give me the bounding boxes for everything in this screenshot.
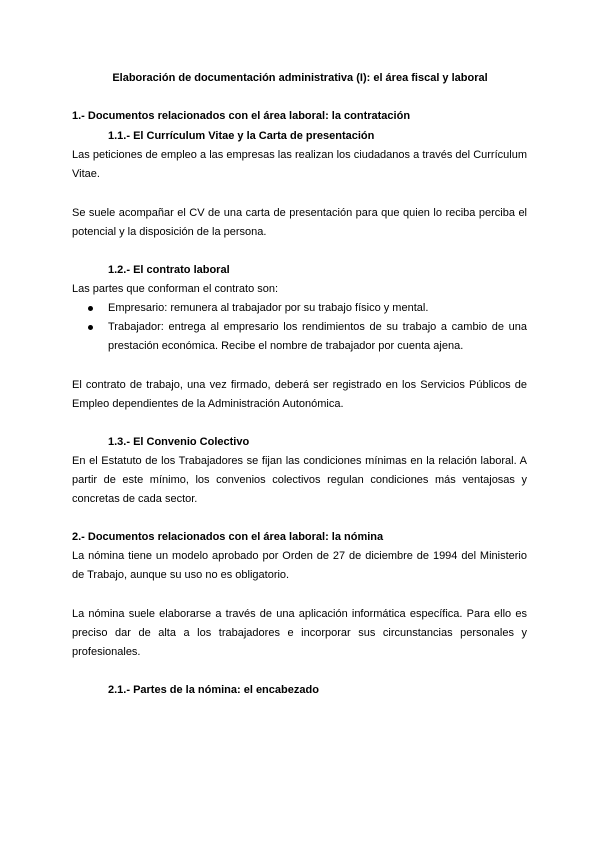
section-1-2-intro: Las partes que conforman el contrato son: [72, 283, 279, 295]
section-1-2-heading: 1.2.- El contrato laboral [108, 264, 230, 276]
section-2-heading: 2.- Documentos relacionados con el área laboral: la nómina [72, 531, 384, 543]
section-1-1-heading: 1.1.- El Currículum Vitae y la Carta de presentación [108, 130, 375, 142]
section-1-1-paragraph-1: Las peticiones de empleo a las empresas las realizan los ciudadanos a través del Currículum Vitae. [72, 149, 527, 180]
section-1-2-paragraph: El contrato de trabajo, una vez firmado, deberá ser registrado en los Servicios Públicos de Empleo dependientes de la Administración Autonómica. [72, 379, 527, 410]
document-title: Elaboración de documentación administrativa (I): el área fiscal y laboral [112, 72, 488, 84]
section-2-paragraph-1: La nómina tiene un modelo aprobado por Orden de 27 de diciembre de 1994 del Ministerio de Trabajo, aunque su uso no es obligatorio. [72, 550, 527, 581]
bullet-icon [88, 325, 93, 330]
section-1-heading: 1.- Documentos relacionados con el área laboral: la contratación [72, 110, 411, 122]
section-1-1-paragraph-2: Se suele acompañar el CV de una carta de presentación para que quien lo reciba perciba el potencial y la disposición de la persona. [72, 207, 527, 238]
section-2-1-heading: 2.1.- Partes de la nómina: el encabezado [108, 684, 319, 696]
section-1-3-paragraph: En el Estatuto de los Trabajadores se fijan las condiciones mínimas en la relación laboral. A partir de este mínimo, los convenios colectivos regulan condiciones más ventajosas y concretas de cada sector. [72, 455, 527, 505]
list-item: Empresario: remunera al trabajador por su trabajo físico y mental. [72, 299, 527, 318]
bullet-icon [88, 306, 93, 311]
section-1-2-bullet-list [72, 299, 527, 356]
list-item: Trabajador: entrega al empresario los rendimientos de su trabajo a cambio de una prestación económica. Recibe el nombre de trabajador por cuenta ajena. [72, 318, 527, 356]
section-1-3-heading: 1.3.- El Convenio Colectivo [108, 436, 250, 448]
section-2-paragraph-2: La nómina suele elaborarse a través de una aplicación informática específica. Para ello es preciso dar de alta a los trabajadores e incorporar sus circunstancias personales y profesionales. [72, 608, 527, 658]
